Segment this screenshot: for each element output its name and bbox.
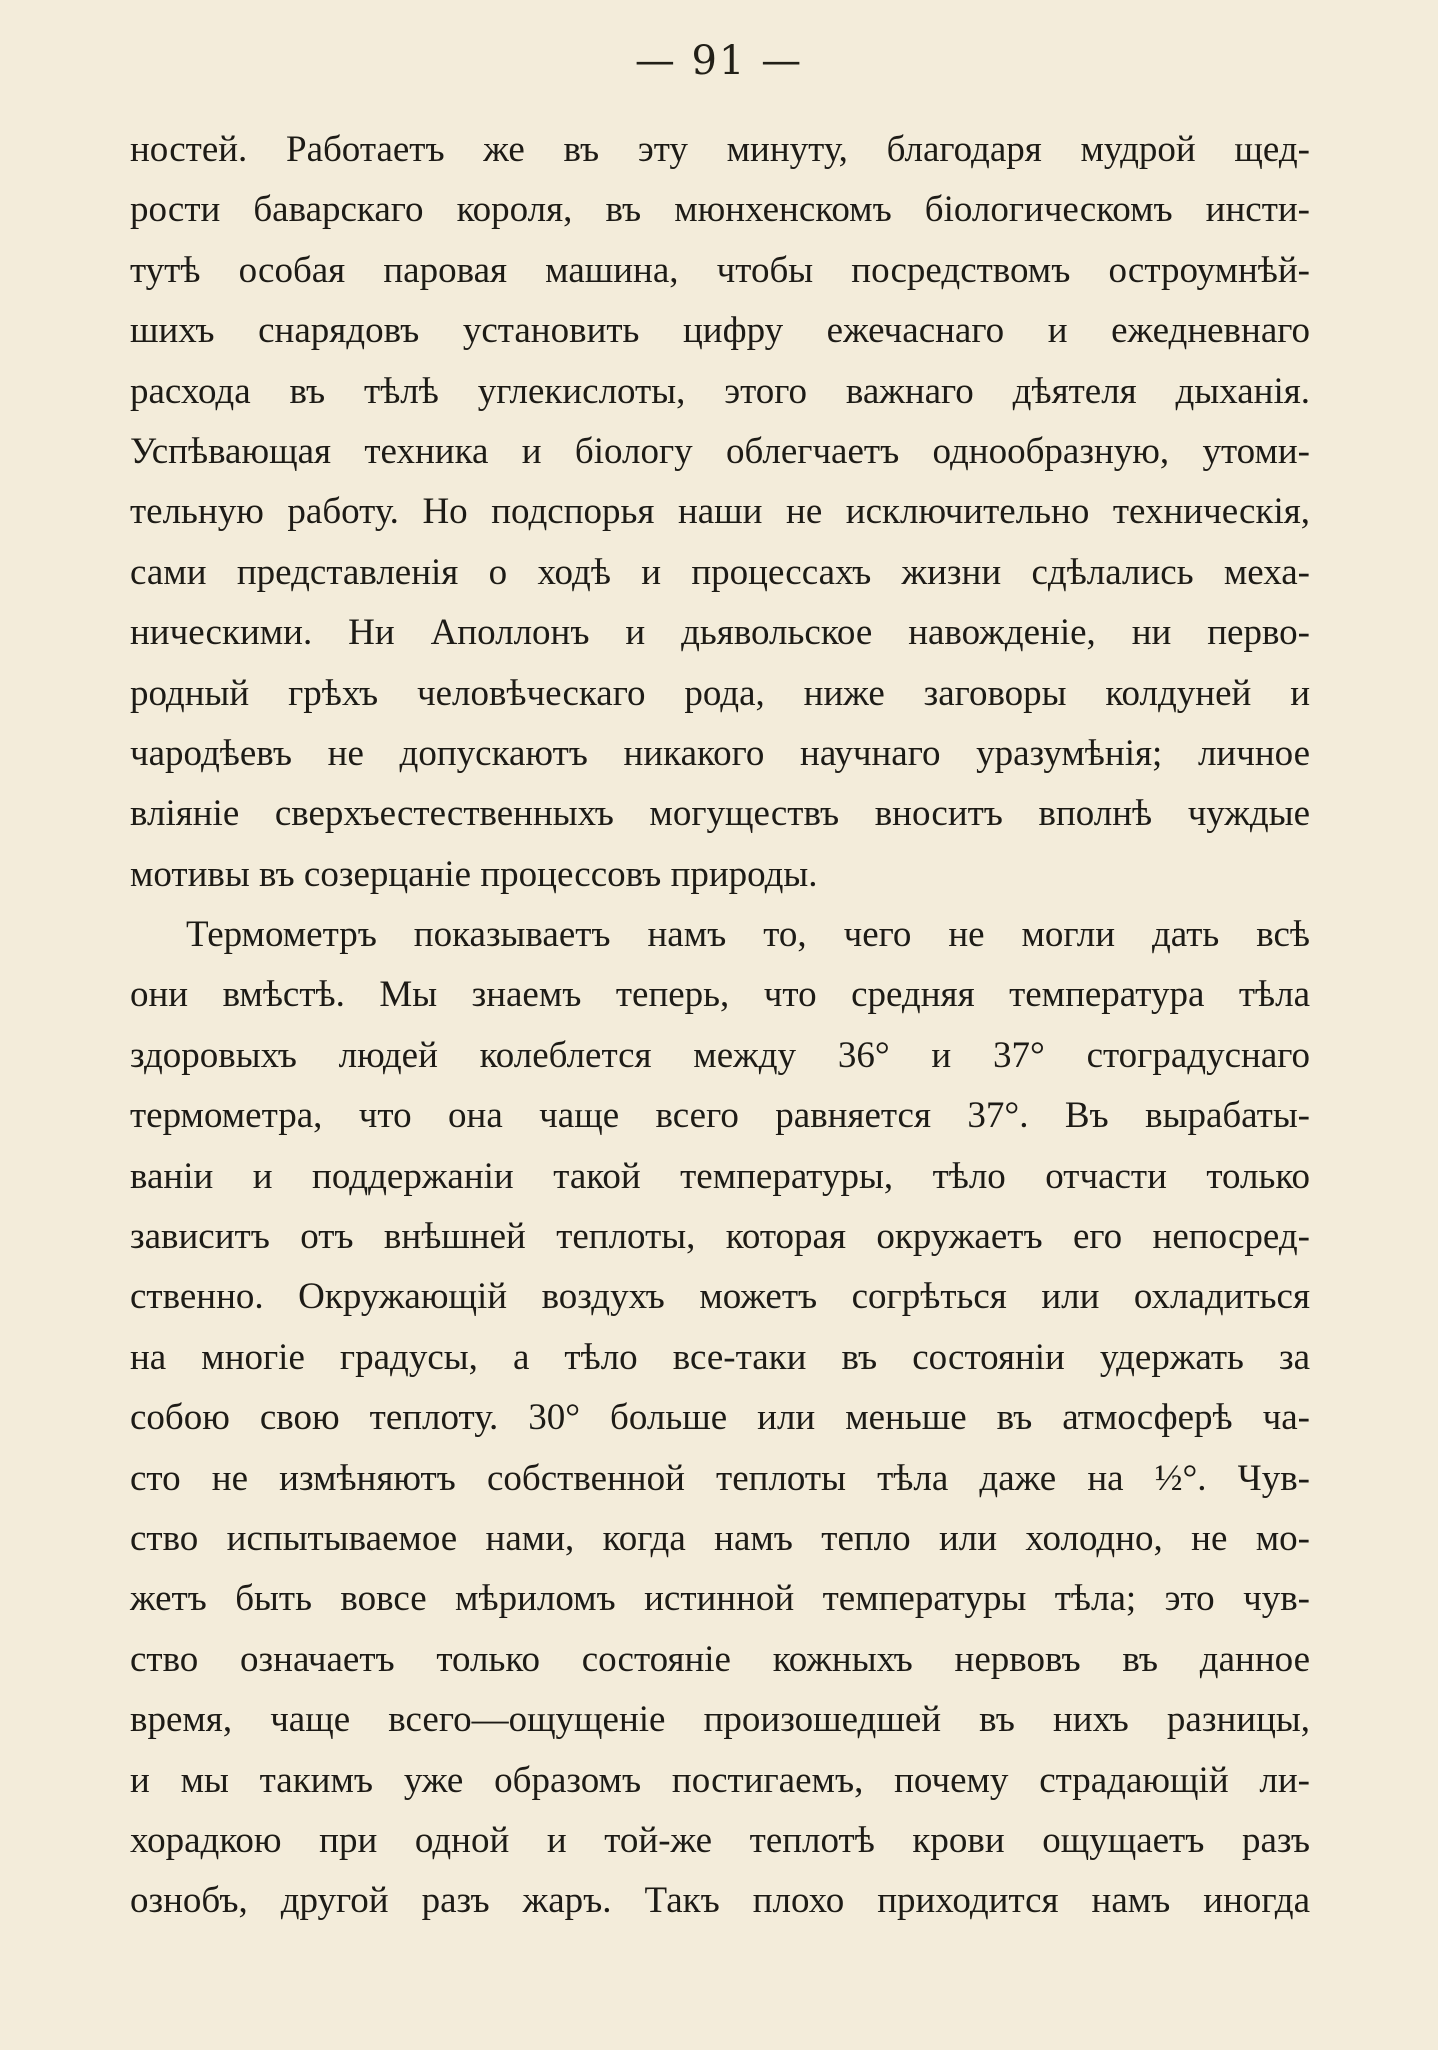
text-line: термометра, что она чаще всего равняется 37°. Въ вырабаты-: [130, 1095, 1310, 1137]
text-line: сто не измѣняютъ собственной теплоты тѣла даже на ½°. Чув-: [130, 1457, 1310, 1499]
text-line: здоровыхъ людей колеблется между 36° и 37° стоградуснаго: [130, 1034, 1310, 1076]
text-line: вліяніе сверхъестественныхъ могуществъ вноситъ вполнѣ чуждые: [130, 793, 1310, 835]
text-line: на многіе градусы, а тѣло все-таки въ состояніи удержать за: [130, 1336, 1310, 1378]
page-number: — 91 —: [634, 38, 804, 84]
text-line: ственно. Окружающій воздухъ можетъ согрѣться или охладиться: [130, 1276, 1310, 1318]
text-line: они вмѣстѣ. Мы знаемъ теперь, что средняя температура тѣла: [130, 974, 1310, 1016]
text-line: собою свою теплоту. 30° больше или меньше въ атмосферѣ ча-: [130, 1397, 1310, 1439]
text-line: родный грѣхъ человѣческаго рода, ниже заговоры колдуней и: [130, 672, 1310, 714]
text-line: время, чаще всего—ощущеніе произошедшей въ нихъ разницы,: [130, 1699, 1310, 1741]
paragraph-start-line: Термометръ показываетъ намъ то, чего не могли дать всѣ: [186, 914, 1310, 956]
text-line: Успѣвающая техника и біологу облегчаетъ однообразную, утоми-: [130, 430, 1310, 472]
text-line: шихъ снарядовъ установить цифру ежечаснаго и ежедневнаго: [130, 310, 1310, 352]
text-line: чародѣевъ не допускаютъ никакого научнаго уразумѣнія; личное: [130, 732, 1310, 774]
text-line: зависитъ отъ внѣшней теплоты, которая окружаетъ его непосред-: [130, 1216, 1310, 1258]
text-line: тельную работу. Но подспорья наши не исключительно техническія,: [130, 491, 1310, 533]
text-line: ство испытываемое нами, когда намъ тепло или холодно, не мо-: [130, 1517, 1310, 1559]
text-line: рости баварскаго короля, въ мюнхенскомъ біологическомъ инсти-: [130, 189, 1310, 231]
text-line: тутѣ особая паровая машина, чтобы посредствомъ остроумнѣй-: [130, 249, 1310, 291]
body-text: [130, 120, 1310, 1932]
text-line: ническими. Ни Аполлонъ и дьявольское навожденіе, ни перво-: [130, 612, 1310, 654]
text-line: расхода въ тѣлѣ углекислоты, этого важнаго дѣятеля дыханія.: [130, 370, 1310, 412]
text-line: жетъ быть вовсе мѣриломъ истинной температуры тѣла; это чув-: [130, 1578, 1310, 1620]
text-line: ознобъ, другой разъ жаръ. Такъ плохо приходится намъ иногда: [130, 1880, 1310, 1922]
text-line: сами представленія о ходѣ и процессахъ жизни сдѣлались меха-: [130, 551, 1310, 593]
text-line: и мы такимъ уже образомъ постигаемъ, почему страдающій ли-: [130, 1759, 1310, 1801]
text-line: хорадкою при одной и той-же теплотѣ крови ощущаетъ разъ: [130, 1819, 1310, 1861]
paragraph-end-line: мотивы въ созерцаніе процессовъ природы.: [130, 853, 818, 895]
text-line: ностей. Работаетъ же въ эту минуту, благодаря мудрой щед-: [130, 129, 1310, 170]
text-line: ваніи и поддержаніи такой температуры, тѣло отчасти только: [130, 1155, 1310, 1197]
text-line: ство означаетъ только состояніе кожныхъ нервовъ въ данное: [130, 1638, 1310, 1680]
